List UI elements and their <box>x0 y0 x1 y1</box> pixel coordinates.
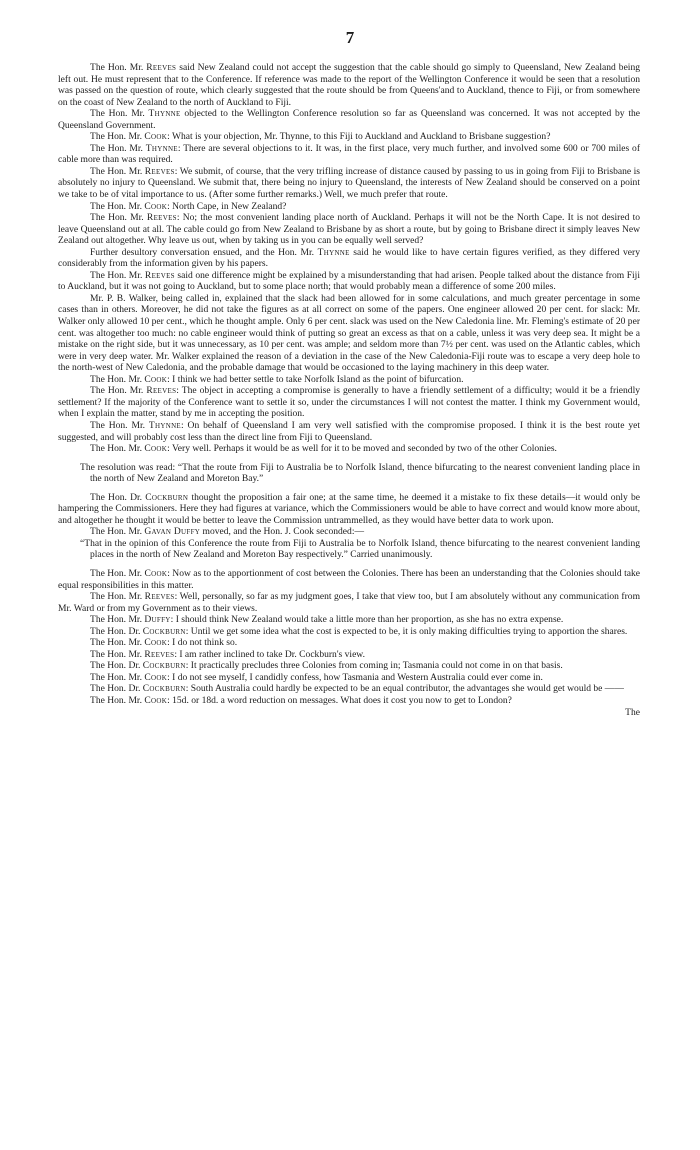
resolution-text: “That in the opinion of this Conference the route from Fiji to Australia be to Norfolk Island, thence bifurcating to the nearest convenient landing places in the north of New Zealand and Moreton Bay respectively.” Carried unanimously. <box>80 537 640 561</box>
speaker-name: Reeves <box>146 385 177 397</box>
paragraph <box>58 683 640 695</box>
paragraph <box>58 660 640 672</box>
paragraph-lead: Mr. P. B. Walker, being called in, explained that the slack had been allowed for in some calculations, and much greater percentage in some cases than in others. Moreover, he did not take the figures as at all correct on some of the papers. One engineer allowed 20 per cent. for slack: Mr. Walker only allowed 10 per cent., which he thought ample. Only 6 per cent. slack was used on the New Caledonia line. Mr. Fleming's estimate of 20 per cent. was altogether too much: no cable engineer would think of putting so great an excess as that on a cable, unless it was very deep sea. It might be a mistake on the right side, but it was unnecessary, as 10 per cent. was ample; and seldom more than 7½ per cent. was used on the Atlantic cables, which were in very deep water. Mr. Walker explained the reason of a deviation in the case of the New Caledonia-Fiji route was to escape a very deep hole to the north-west of New Caledonia, and the probable damage that would be occasioned to the laying machinery in this deep water. <box>58 292 640 374</box>
paragraph-text: : I think we had better settle to take Norfolk Island as the point of bifurcation. <box>167 373 464 385</box>
paragraph-text: : I do not see myself, I candidly confess, how Tasmania and Western Australia could ever come in. <box>167 671 543 683</box>
paragraph-text: : No; the most convenient landing place north of Auckland. Perhaps it will not be the North Cape. It is not desired to leave Queensland out at all. The cable could go from New Zealand to Brisbane by as short a route, but by going to Brisbane direct it simply leaves New Zealand out altogether. Why leave us out, when by taking us in you can be equally well served? <box>58 212 641 247</box>
paragraph <box>58 672 640 684</box>
paragraph-text: : What is your objection, Mr. Thynne, to this Fiji to Auckland and Auckland to Brisbane suggestion? <box>167 131 551 143</box>
resolution-text: The resolution was read: “That the route from Fiji to Australia be to Norfolk Island, thence bifurcating to the nearest convenient landing place in the north of New Zealand and Moreton Bay.” <box>80 461 640 485</box>
speaker-name: Reeves <box>144 648 175 660</box>
paragraph-lead: The Hon. Mr. <box>90 526 145 538</box>
paragraph-lead: The Hon. Dr. <box>90 625 143 637</box>
paragraph-lead: The Hon. Mr. <box>90 200 145 212</box>
paragraph-text: : Until we get some idea what the cost is expected to be, it is only making difficulties trying to apportion the shares. <box>185 625 628 637</box>
speaker-name: Gavan Duffy <box>144 526 201 538</box>
paragraph <box>58 649 640 661</box>
paragraph-text: : The object in accepting a compromise is generally to have a friendly settlement of a difficulty; would it be a friendly settlement? If the majority of the Conference want to settle it so, under the circumstances I will not contest the matter. I think my Government would, when I explain the matter, stand by me in accepting the position. <box>58 385 640 420</box>
paragraph-text: said New Zealand could not accept the suggestion that the cable should go simply to Queensland, New Zealand being left out. He must represent that to the Conference. If reference was made to the report of the Wellington Conference it would be seen that a resolution was passed on the question of route, which clearly suggested that the route should be from Queens'and to Auckland, thence to Fiji, or from somewhere on the coast of New Zealand to the north of Auckland to Fiji. <box>58 62 641 108</box>
paragraph-text: : On behalf of Queensland I am very well satisfied with the compromise proposed. I think it is the best route yet suggested, and will probably cost less than the direct line from Fiji to Queensland. <box>58 419 640 443</box>
debate-section-3 <box>58 568 640 707</box>
catchword: The <box>625 706 640 718</box>
speaker-name: Thynne <box>148 419 182 431</box>
speaker-name: Reeves <box>146 62 177 73</box>
paragraph <box>58 143 640 166</box>
paragraph <box>58 492 640 527</box>
paragraph-text: : I do not think so. <box>167 637 238 649</box>
paragraph <box>58 695 640 707</box>
paragraph-text: : We submit, of course, that the very trifling increase of distance caused by passing to us in going from Fiji to Brisbane is absolutely no injury to Queensland. We submit that, there being no injury to Queensland, the interests of New Zealand should be conserved on a point we take to be of vital importance to us. (After some further remarks.) Well, we much prefer that route. <box>58 165 641 201</box>
speaker-name: Cook <box>144 567 168 579</box>
speaker-name: Cockburn <box>145 491 189 503</box>
paragraph <box>58 166 640 201</box>
speaker-name: Thynne <box>317 246 350 258</box>
speaker-name: Cook <box>144 443 168 455</box>
paragraph <box>58 212 640 247</box>
paragraph <box>58 526 640 538</box>
paragraph-lead: The Hon. Mr. <box>90 567 145 579</box>
paragraph-lead: The Hon. Mr. <box>90 62 147 73</box>
speaker-name: Reeves <box>144 591 175 603</box>
paragraph <box>58 443 640 455</box>
speaker-name: Cook <box>144 694 168 706</box>
paragraph-lead: The Hon. Mr. <box>90 591 145 603</box>
paragraph-text: said one difference might be explained by a misunderstanding that had arisen. People talked about the distance from Fiji to Auckland, but it was not going to Auckland, but to some place north; that would probably mean a difference of some 200 miles. <box>58 269 640 293</box>
speaker-name: Duffy <box>144 614 171 626</box>
paragraph-lead: The Hon. Mr. <box>90 648 145 660</box>
speaker-name: Reeves <box>144 165 175 177</box>
paragraph <box>58 591 640 614</box>
paragraph-lead: The Hon. Mr. <box>90 671 145 683</box>
speaker-name: Thynne <box>145 142 178 154</box>
speaker-name: Reeves <box>144 269 175 281</box>
paragraph-lead: The Hon. Dr. <box>90 491 146 503</box>
paragraph-lead: The Hon. Mr. <box>90 142 146 154</box>
paragraph-text: : Now as to the apportionment of cost between the Colonies. There has been an understanding that the Colonies should take equal responsibilities in this matter. <box>58 567 641 591</box>
paragraph <box>58 420 640 443</box>
paragraph <box>58 131 640 143</box>
paragraph <box>58 270 640 293</box>
paragraph-text: : I should think New Zealand would take a little more than her proportion, as she has no extra expense. <box>170 614 564 626</box>
paragraph-text: : North Cape, in New Zealand? <box>167 200 287 212</box>
paragraph-text: : I am rather inclined to take Dr. Cockburn's view. <box>174 648 365 660</box>
paragraph <box>58 108 640 131</box>
document-body <box>58 62 640 718</box>
paragraph-lead: The Hon. Dr. <box>90 683 143 695</box>
paragraph <box>58 247 640 270</box>
paragraph-lead: Further desultory conversation ensued, and the Hon. Mr. <box>90 246 318 258</box>
speaker-name: Cockburn <box>142 660 186 672</box>
paragraph-lead: The Hon. Mr. <box>90 614 145 626</box>
speaker-name: Cook <box>144 200 168 212</box>
paragraph-text: : It practically precludes three Colonies from coming in; Tasmania could not come in on that basis. <box>185 660 563 672</box>
paragraph-lead: The Hon. Mr. <box>90 131 145 143</box>
paragraph-text: : South Australia could hardly be expected to be an equal contributor, the advantages she would get would be —— <box>185 683 624 695</box>
speaker-name: Reeves <box>146 212 177 224</box>
speaker-name: Cook <box>144 131 168 143</box>
paragraph <box>58 201 640 213</box>
paragraph <box>58 637 640 649</box>
paragraph-lead: The Hon. Mr. <box>90 385 147 397</box>
paragraph-text: : There are several objections to it. It was, in the first place, very much further, and involved some 600 or 700 miles of cable more than was required. <box>58 142 640 166</box>
speaker-name: Cook <box>144 637 168 649</box>
paragraph <box>58 626 640 638</box>
paragraph-text: : Well, personally, so far as my judgment goes, I take that view too, but I am absolutely without any communication from Mr. Ward or from my Government as to their views. <box>58 591 640 614</box>
paragraph-lead: The Hon. Mr. <box>90 443 145 455</box>
paragraph-lead: The Hon. Mr. <box>90 373 145 385</box>
paragraph <box>58 385 640 420</box>
paragraph <box>58 614 640 626</box>
paragraph-lead: The Hon. Mr. <box>90 212 147 224</box>
paragraph-lead: The Hon. Mr. <box>90 637 145 649</box>
debate-section-2 <box>58 492 640 538</box>
speaker-name: Thynne <box>148 108 181 120</box>
paragraph <box>58 374 640 386</box>
paragraph-text: : 15d. or 18d. a word reduction on messages. What does it cost you now to get to London? <box>167 694 512 706</box>
paragraph-lead: The Hon. Mr. <box>90 694 145 706</box>
paragraph-lead: The Hon. Mr. <box>90 165 145 177</box>
page-number: 7 <box>345 28 355 47</box>
paragraph-lead: The Hon. Mr. <box>90 269 145 281</box>
paragraph-text: objected to the Wellington Conference resolution so far as Queensland was concerned. It was not accepted by the Queensland Government. <box>58 108 640 131</box>
paragraph-lead: The Hon. Dr. <box>90 660 143 672</box>
paragraph-lead: The Hon. Mr. <box>90 108 149 120</box>
paragraph-lead: The Hon. Mr. <box>90 419 149 431</box>
speaker-name: Cook <box>144 671 168 683</box>
paragraph-text: : Very well. Perhaps it would be as well for it to be moved and seconded by two of the other Colonies. <box>167 443 557 455</box>
paragraph-text: thought the proposition a fair one; at the same time, he deemed it a mistake to fix these details—it would only be hampering the Commissioners. Here they had figures at variance, which the Commissioners would be able to have correct and would know more about, and altogether he thought it would be better to leave the Commission untrammelled, as they would have better data to work upon. <box>58 491 641 526</box>
debate-section-1 <box>58 62 640 455</box>
paragraph <box>58 568 640 591</box>
speaker-name: Cook <box>144 373 168 385</box>
paragraph-text: said he would like to have certain figures verified, as they differed very considerably from the information given by his papers. <box>58 246 640 270</box>
paragraph-text: moved, and the Hon. J. Cook seconded:— <box>200 526 365 538</box>
speaker-name: Cockburn <box>142 683 186 695</box>
speaker-name: Cockburn <box>142 625 186 637</box>
paragraph <box>58 293 640 374</box>
paragraph <box>58 62 640 108</box>
